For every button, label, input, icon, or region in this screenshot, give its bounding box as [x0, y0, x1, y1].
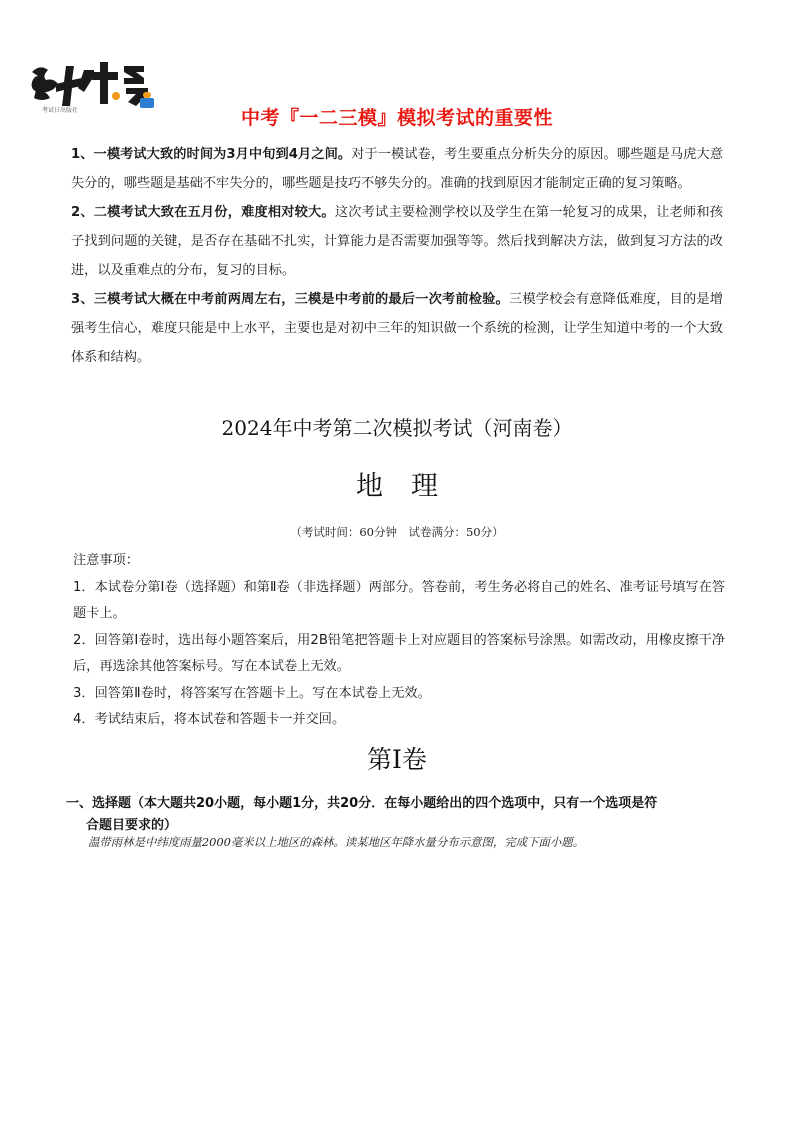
notes-heading: 注意事项：	[73, 553, 139, 568]
logo-subtext: 考试日出版社	[42, 107, 79, 114]
exam-title: 2024年中考第二次模拟考试（河南卷）	[221, 416, 573, 440]
promo-body	[71, 140, 723, 372]
section-line-2: 合题目要求的）	[86, 818, 178, 833]
promo-item-1-lead: 1、一模考试大致的时间为3月中旬到4月之间。	[71, 147, 352, 162]
promo-item-2-lead: 2、二模考试大致在五月份，难度相对较大。	[71, 205, 335, 220]
notes-item-4: 4．考试结束后，将本试卷和答题卡一并交回。	[73, 712, 346, 727]
notes-item-3: 3．回答第Ⅱ卷时，将答案写在答题卡上。写在本试卷上无效。	[73, 685, 431, 701]
volume-heading: 第Ⅰ卷	[367, 745, 427, 774]
promo-item-1-text: 对于一模试卷，考生要重点分析失分的原因。哪些题是马虎大意失分的，哪些题是基础不牢失分的，哪些题是技巧不够失分的。准确的找到原因才能制定正确的复习策略。	[71, 147, 724, 191]
promo-item-2-text: 这次考试主要检测学校以及学生在第一轮复习的成果，让老师和孩子找到问题的关键，是否存在基础不扎实，计算能力是否需要加强等等。然后找到解决方法，做到复习方法的改进，以及重难点的分布，复习的目标。	[71, 205, 723, 278]
promo-item-3-text: 三模学校会有意降低难度，目的是增强考生信心，难度只能是中上水平，主要也是对初中三年的知识做一个系统的检测，让学生知道中考的一个大致体系和结构。	[71, 292, 723, 365]
exam-notes	[73, 548, 725, 734]
promo-item-1	[71, 140, 723, 198]
promo-item-3-lead: 3、三模考试大概在中考前两周左右，三模是中考前的最后一次考前检验。	[71, 292, 509, 307]
promo-item-2	[71, 198, 723, 285]
notes-item-1: 1．本试卷分第Ⅰ卷（选择题）和第Ⅱ卷（非选择题）两部分。答卷前，考生务必将自己的姓名、准考证号填写在答题卡上。	[73, 579, 725, 621]
notes-item-2: 2．回答第Ⅰ卷时，选出每小题答案后，用2B铅笔把答题卡上对应题目的答案标号涂黑。如需改动，用橡皮擦干净后，再选涂其他答案标号。写在本试卷上无效。	[73, 632, 725, 674]
promo-item-3	[71, 285, 723, 372]
promo-title: 中考『一二三模』模拟考试的重要性	[240, 107, 553, 129]
section-line-1: 一、选择题（本大题共20小题，每小题1分，共20分．在每小题给出的四个选项中，只有一个选项是符	[66, 796, 658, 811]
exam-subject: 地理	[356, 471, 466, 502]
question-intro: 温带雨林是中纬度雨量2000毫米以上地区的森林。读某地区年降水量分布示意图，完成下面小题。	[88, 835, 585, 849]
exam-meta: （考试时间：60分钟 试卷满分：50分）	[290, 525, 504, 539]
section-heading	[66, 793, 726, 837]
